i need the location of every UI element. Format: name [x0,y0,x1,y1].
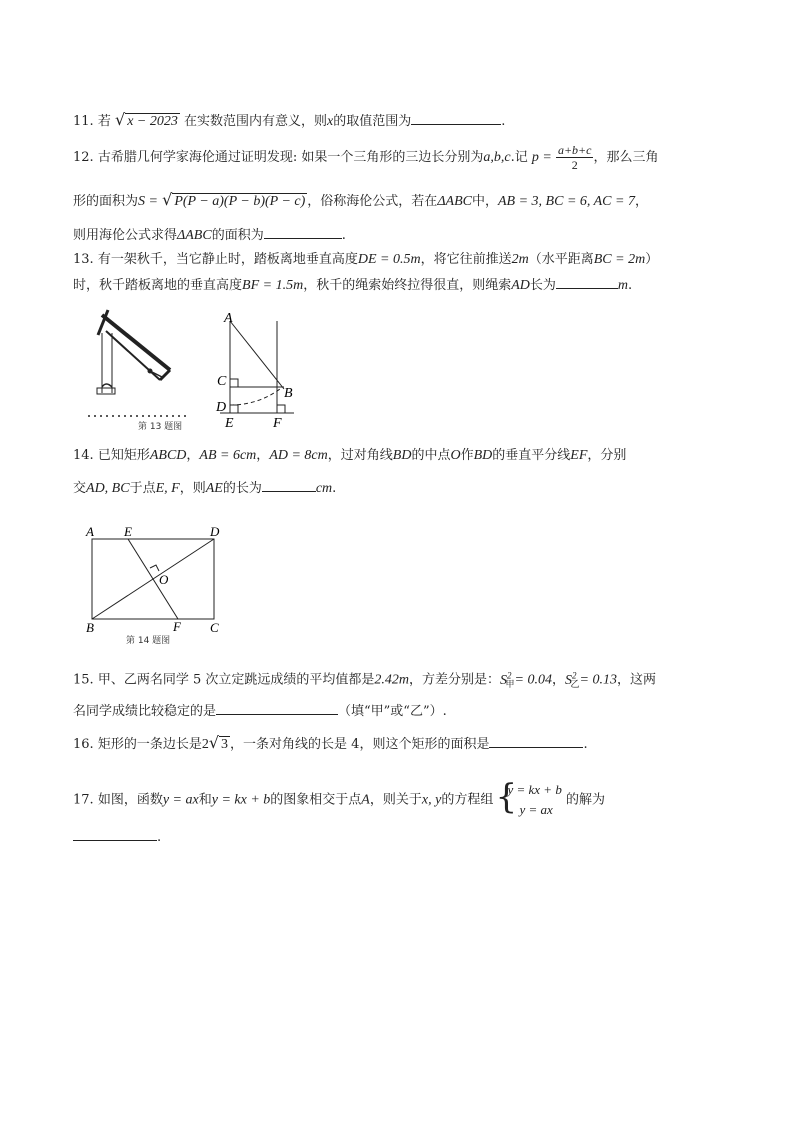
question-12-line-3: 则用海伦公式求得ΔABC的面积为 . [73,224,723,246]
question-17-line-2: . [73,826,723,848]
fraction: $\frac{a+b+c}{2}$ [557,143,592,172]
radical-sign: √ [162,190,173,209]
question-number: 17. [73,792,94,808]
answer-blank[interactable] [489,733,583,748]
label-C: C [210,620,219,635]
swing-sketch [97,310,170,394]
question-12-line-2: 形的面积为S = √ P(P − a)(P − b)(P − c) ，俗称海伦公式，若在ΔABC中，AB = 3, BC = 6, AC = 7， [73,190,648,209]
question-11: 11. 若 √ x − 2023 在实数范围内有意义，则x的取值范围为 . [73,110,506,129]
question-14: 14. 已知矩形ABCD，AB = 6cm，AD = 8cm，过对角线BD的中点O作BD的垂直平分线EF，分别 [73,448,627,463]
answer-blank[interactable] [216,700,338,715]
label-E: E [124,524,132,539]
answer-blank[interactable] [411,110,501,125]
equation-system: { y = kx + b y = ax [495,777,562,817]
radical-sign: √ [114,110,126,129]
label-B: B [284,386,293,401]
label-B: B [86,620,94,635]
label-C: C [217,374,227,389]
label-O: O [159,572,169,587]
radicand: x − 2023 [127,114,178,129]
question-14-line-2: 交AD, BC于点E, F，则AE的长为 cm. [73,477,723,499]
label-D: D [216,400,227,415]
question-number: 14. [73,448,94,463]
question-15-line-2: 名同学成绩比较稳定的是 （填“甲”或“乙”）. [73,700,723,722]
answer-blank[interactable] [262,477,316,492]
question-15: 15. 甲、乙两名同学 5 次立定跳远成绩的平均值都是2.42m，方差分别是：$S^2_甲= 0.04$，$S^2_乙= 0.13$，这两 [73,670,656,690]
swing-diagram [220,321,294,413]
label-F: F [173,619,181,634]
label-F: F [273,416,282,431]
question-12: 12. 古希腊几何学家海伦通过证明发现: 如果一个三角形的三边长分别为a,b,c.记 p = $\frac{a+b+c}{2}$ ，那么三角 [73,143,659,172]
label-E: E [225,416,234,431]
question-13: 13. 有一架秋千，当它静止时，踏板离地垂直高度DE = 0.5m，将它往前推送2m（水平距离BC = 2m） [73,252,659,267]
answer-blank[interactable] [264,224,342,239]
answer-blank[interactable] [73,826,157,841]
question-13-line-2: 时，秋千踏板离地的垂直高度BF = 1.5m，秋千的绳索始终拉得很直，则绳索AD长为 m. [73,274,723,296]
question-16: 16. 矩形的一条边长是2√ 3 ，一条对角线的长是 4，则这个矩形的面积是 . [73,733,588,752]
question-number: 12. [73,150,94,165]
rectangle-diagram [92,539,214,619]
label-A: A [224,311,233,326]
radical-sign: √ [208,733,220,752]
figure-14 [80,523,240,648]
question-number: 16. [73,737,94,752]
label-A: A [86,524,94,539]
answer-blank[interactable] [556,274,618,289]
question-number: 13. [73,252,94,267]
figure-13 [80,305,300,435]
figure-caption: 第 14 题图 [126,636,171,646]
question-17: 17. 如图，函数y = ax和y = kx + b的图象相交于点A，则关于x, y的方程组 { y = kx + b y = ax 的解为 [73,780,723,820]
figure-caption: 第 13 题图 [138,422,183,432]
question-number: 11. [73,114,94,129]
question-number: 15. [73,672,94,688]
label-D: D [210,524,220,539]
